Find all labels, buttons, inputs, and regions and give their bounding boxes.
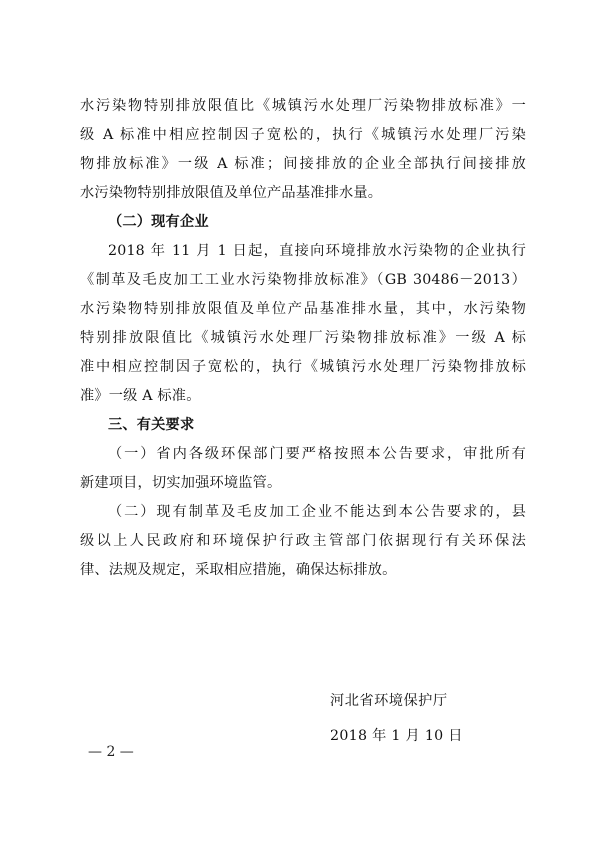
paragraph-requirement-1: [80, 440, 526, 498]
text-line: （一）省内各级环保部门要严格按照本公告要求，审批所有: [108, 446, 526, 462]
section-heading-requirements: 三、有关要求: [108, 417, 195, 433]
text-line: 水污染物特别排放限值及单位产品基准排水量。: [80, 185, 383, 201]
section-heading-existing-enterprises: （二）现有企业: [108, 214, 209, 230]
text-line: （二）现有制革及毛皮加工企业不能达到本公告要求的，县: [108, 504, 526, 520]
text-line: 特别排放限值比《城镇污水处理厂污染物排放标准》一级 A 标: [80, 330, 526, 346]
document-body: [80, 92, 526, 585]
text-line: 水污染物特别排放限值比《城镇污水处理厂污染物排放标准》一: [80, 98, 526, 114]
signature-date: 2018 年 1 月 10 日: [330, 728, 463, 744]
text-line: 级 A 标准中相应控制因子宽松的，执行《城镇污水处理厂污染: [80, 127, 526, 143]
text-line: 准中相应控制因子宽松的，执行《城镇污水处理厂污染物排放标: [80, 359, 526, 375]
text-line: 《制革及毛皮加工工业水污染物排放标准》（GB 30486－2013）: [80, 272, 526, 288]
text-line: 级以上人民政府和环境保护行政主管部门依据现行有关环保法: [80, 533, 526, 549]
signature-organization: 河北省环境保护厅: [330, 693, 448, 709]
text-line: 2018 年 11 月 1 日起，直接向环境排放水污染物的企业执行: [108, 243, 526, 259]
text-line: 水污染物特别排放限值及单位产品基准排水量，其中，水污染物: [80, 301, 526, 317]
page-number: — 2 —: [88, 744, 134, 760]
paragraph-discharge-limits: [80, 92, 526, 208]
text-line: 新建项目，切实加强环境监管。: [80, 475, 282, 491]
text-line: 准》一级 A 标准。: [80, 388, 201, 404]
paragraph-existing-enterprises: [80, 237, 526, 411]
text-line: 律、法规及规定，采取相应措施，确保达标排放。: [80, 562, 397, 578]
paragraph-requirement-2: [80, 498, 526, 585]
text-line: 物排放标准》一级 A 标准；间接排放的企业全部执行间接排放: [80, 156, 526, 172]
